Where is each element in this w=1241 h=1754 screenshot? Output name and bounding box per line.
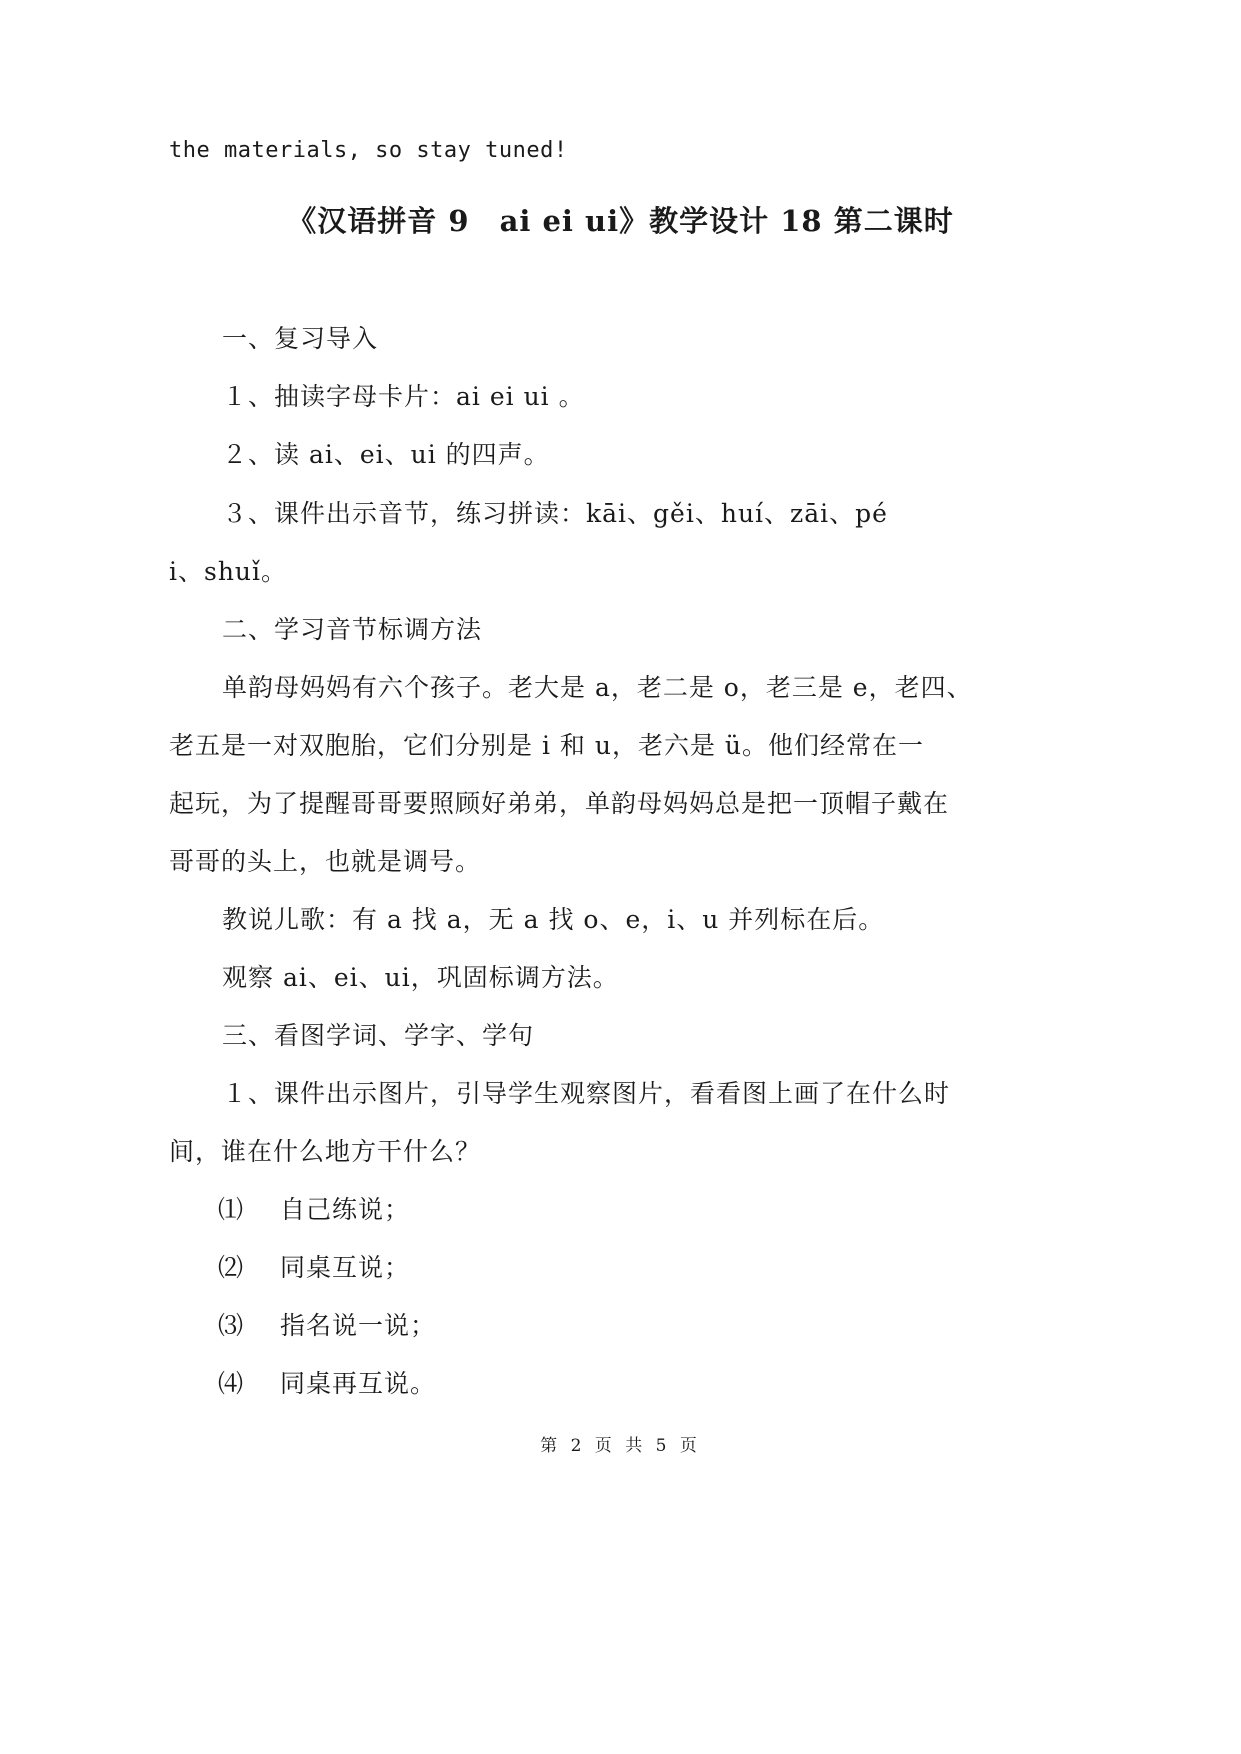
list-item-number: ⑴ [218, 1195, 245, 1224]
list-item-text: 同桌再互说。 [280, 1369, 437, 1398]
list-item [218, 1253, 410, 1283]
paragraph: １、抽读字母卡片：ai ei ui 。 [222, 382, 585, 411]
list-item-number: ⑵ [218, 1253, 245, 1282]
paragraph-continuation: 起玩，为了提醒哥哥要照顾好弟弟，单韵母妈妈总是把一顶帽子戴在 [169, 789, 950, 818]
list-item-text: 同桌互说； [280, 1253, 411, 1282]
paragraph: 教说儿歌：有 a 找 a，无 a 找 o、e，i、u 并列标在后。 [222, 905, 885, 934]
list-item-text: 自己练说； [280, 1195, 411, 1224]
paragraph: 观察 ai、ei、ui，巩固标调方法。 [222, 963, 619, 992]
page-footer: 第 2 页 共 5 页 [540, 1436, 701, 1456]
paragraph: ３、课件出示音节，练习拼读：kāi、gěi、huí、zāi、pé [222, 499, 888, 528]
paragraph: ２、读 ai、ei、ui 的四声。 [222, 440, 550, 469]
paragraph-continuation: 哥哥的头上，也就是调号。 [169, 847, 482, 876]
list-item [218, 1369, 436, 1399]
list-item-text: 指名说一说； [280, 1311, 437, 1340]
section-heading: 二、学习音节标调方法 [222, 615, 483, 644]
paragraph-continuation: i、shuǐ。 [169, 557, 288, 586]
list-item [218, 1311, 436, 1341]
paragraph-continuation: 间，谁在什么地方干什么？ [169, 1137, 482, 1166]
section-heading: 三、看图学词、学字、学句 [222, 1021, 535, 1050]
intro-line: the materials, so stay tuned! [169, 138, 568, 163]
paragraph: １、课件出示图片，引导学生观察图片，看看图上画了在什么时 [222, 1079, 951, 1108]
document-title: 《汉语拼音 9 ai ei ui》教学设计 18 第二课时 [287, 204, 954, 238]
section-heading: 一、复习导入 [222, 324, 379, 353]
paragraph: 单韵母妈妈有六个孩子。老大是 a，老二是 o，老三是 e，老四、 [222, 673, 973, 702]
list-item-number: ⑷ [218, 1369, 245, 1398]
list-item [218, 1195, 410, 1225]
list-item-number: ⑶ [218, 1311, 245, 1340]
paragraph-continuation: 老五是一对双胞胎，它们分别是 i 和 u，老六是 ü。他们经常在一 [169, 731, 924, 760]
